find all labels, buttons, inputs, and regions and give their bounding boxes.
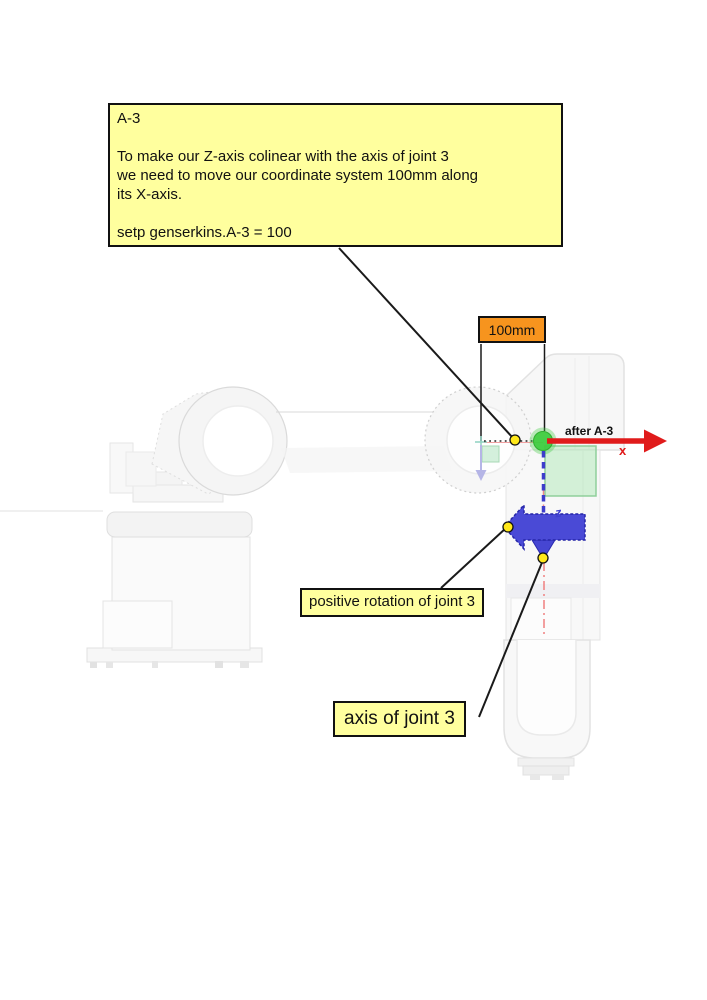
note-box: [108, 103, 563, 247]
positive-rotation-leader: [441, 528, 506, 588]
shoulder-bracket: [126, 452, 156, 486]
base-collar: [107, 512, 252, 537]
note-command: setp genserkins.A-3 = 100: [117, 224, 292, 241]
forearm-band: [506, 584, 600, 598]
axis-of-joint-label: axis of joint 3: [333, 701, 466, 737]
base-front-box: [103, 601, 172, 648]
wrist-tick: [530, 775, 540, 780]
note-leader-line: [339, 248, 513, 438]
x-axis-label: x: [619, 443, 627, 458]
offset-square-green: [545, 446, 596, 496]
positive-rotation-label: positive rotation of joint 3: [300, 588, 484, 617]
x-axis-arrowhead: [644, 430, 667, 453]
shoulder-disc-hub: [203, 406, 273, 476]
base-foot: [152, 661, 158, 668]
forearm-lower-inner-rim: [517, 640, 576, 735]
leader-anchor-dot-rotation: [503, 522, 513, 532]
note-title: A-3: [117, 110, 141, 127]
old-offset-square: [482, 446, 499, 462]
note-body-line: its X-axis.: [117, 186, 183, 203]
dimension-label-100mm: [478, 316, 546, 343]
wrist-flange-top: [518, 758, 574, 766]
robot-wrist-flange: [518, 758, 574, 780]
after-a3-label: after A-3: [565, 424, 614, 438]
base-foot: [240, 661, 249, 668]
note-body-line: we need to move our coordinate system 100mm along: [117, 167, 479, 184]
base-foot: [90, 662, 97, 668]
base-foot: [106, 662, 113, 668]
note-spacer: [117, 204, 554, 223]
z-axis-label: z: [553, 504, 563, 521]
wrist-tick: [552, 775, 564, 780]
leader-anchor-dot-origin: [510, 435, 520, 445]
leader-anchor-dot-axis: [538, 553, 548, 563]
dimension-label-text: 100mm: [488, 321, 536, 338]
note-spacer: [117, 128, 554, 147]
forearm-panel: [511, 598, 571, 644]
base-foot: [215, 661, 223, 668]
wrist-flange-bottom: [523, 766, 569, 775]
note-body-line: To make our Z-axis colinear with the axis of joint 3: [117, 148, 449, 165]
